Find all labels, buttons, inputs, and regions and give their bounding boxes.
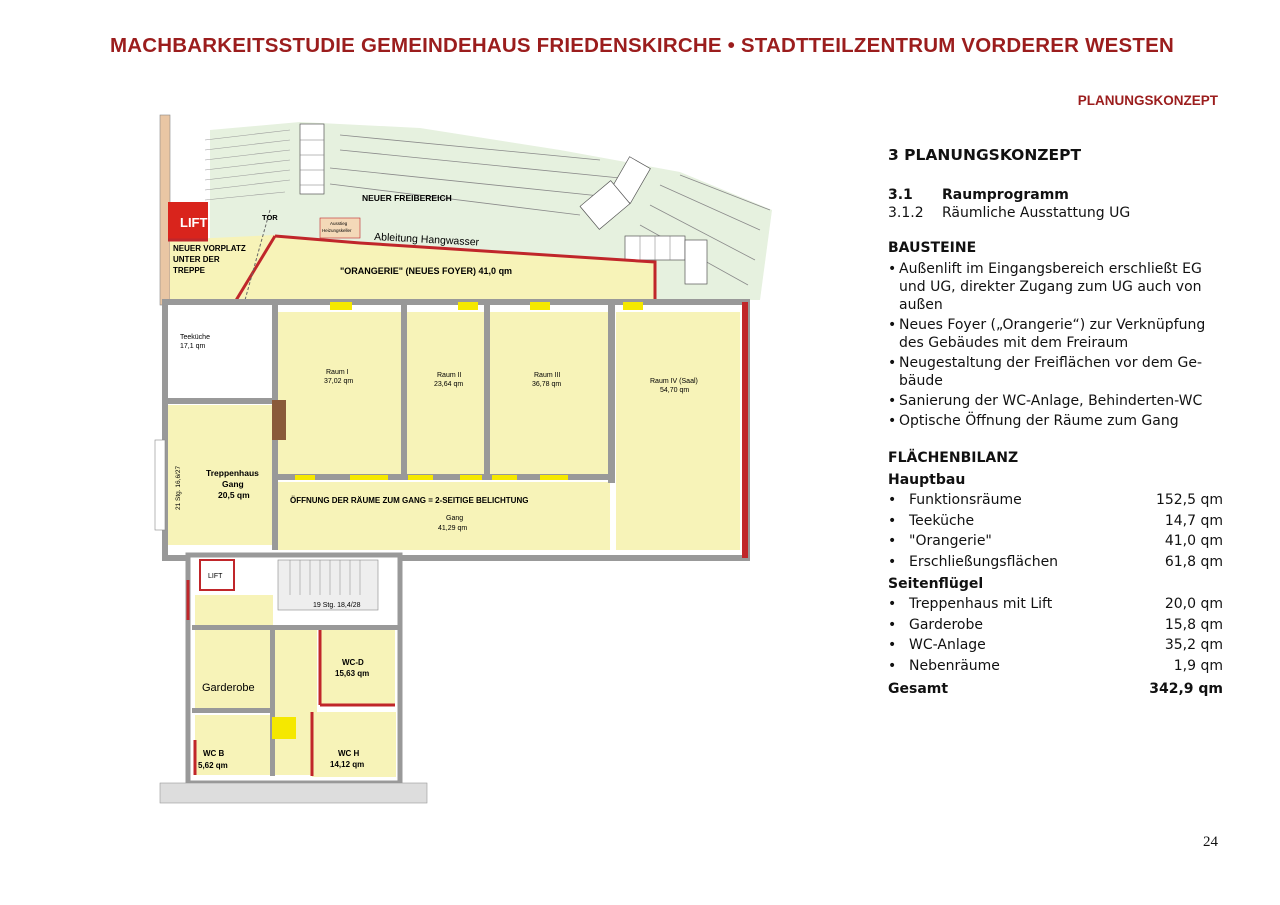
bausteine-list: [888, 260, 1228, 430]
floor-plan: [150, 110, 780, 810]
orangerie-label: "ORANGERIE" (NEUES FOYER) 41,0 qm: [340, 266, 513, 276]
list-item: • Neues Foyer („Orangerie“) zur Verknüpfung des Gebäudes mit dem Freiraum: [888, 316, 1228, 352]
stg-right-label: 19 Stg. 18,4/28: [313, 602, 361, 609]
row-label: Erschließungsflächen: [909, 553, 1059, 570]
raum4-area: 54,70 qm: [660, 387, 690, 394]
row-label: Funktionsräume: [909, 492, 1022, 508]
treppenhaus-label-2: Gang: [222, 479, 244, 489]
row-value: 20,0 qm: [1164, 596, 1223, 612]
row-value: 152,5 qm: [1155, 492, 1223, 508]
tor-label: TOR: [262, 213, 278, 222]
wcb-label: WC B: [203, 749, 225, 758]
total-row: [888, 679, 1228, 699]
page-title: MACHBARKEITSSTUDIE GEMEINDEHAUS FRIEDENSKIRCHE • STADTTEILZENTRUM VORDERER WESTEN: [110, 34, 1174, 57]
treppenhaus-label-1: Treppenhaus: [206, 468, 259, 478]
row-label: Garderobe: [909, 616, 983, 633]
row-label: WC-Anlage: [909, 637, 986, 653]
ausstattung-row: [888, 204, 1228, 222]
table-row: • Garderobe 15,8 qm: [888, 615, 1228, 636]
rp2-label: Räumliche Ausstattung UG: [942, 205, 1131, 221]
raum4-label: Raum IV (Saal): [650, 378, 698, 385]
wcd-label: WC-D: [342, 658, 364, 667]
table-row: • Teeküche 14,7 qm: [888, 511, 1228, 532]
raum1-area: 37,02 qm: [324, 378, 354, 385]
gang-area: 41,29 qm: [438, 525, 468, 532]
vorplatz-label-2: UNTER DER: [173, 255, 220, 264]
stg-left-label: 21 Stg. 16,6/27: [175, 465, 182, 510]
seitenfluegel-title: Seitenflügel: [888, 576, 984, 592]
total-value: 342,9 qm: [1149, 681, 1223, 697]
hauptbau-title: Hauptbau: [888, 472, 966, 488]
row-value: 14,7 qm: [1164, 512, 1223, 529]
oeffnung-label: ÖFFNUNG DER RÄUME ZUM GANG = 2-SEITIGE BELICHTUNG: [290, 496, 529, 505]
wch-area: 14,12 qm: [330, 760, 365, 769]
table-row: • "Orangerie" 41,0 qm: [888, 531, 1228, 552]
teekueche-label-2: 17,1 qm: [180, 343, 206, 350]
total-label: Gesamt: [888, 681, 949, 697]
row-value: 1,9 qm: [1173, 657, 1223, 674]
lift-small-label: LIFT: [208, 573, 223, 580]
rp1-label: Raumprogramm: [942, 187, 1069, 203]
teekueche-label-1: Teeküche: [180, 334, 210, 341]
table-row: • Erschließungsflächen 61,8 qm: [888, 552, 1228, 573]
freibereich-label: NEUER FREIBEREICH: [362, 193, 452, 203]
table-row: • Nebenräume 1,9 qm: [888, 656, 1228, 677]
row-label: Treppenhaus mit Lift: [909, 596, 1053, 612]
section-title: 3 PLANUNGSKONZEPT: [888, 146, 1082, 164]
table-row: • WC-Anlage 35,2 qm: [888, 635, 1228, 656]
list-item: • Optische Öffnung der Räume zum Gang: [888, 412, 1228, 430]
list-item: • Neugestaltung der Freiflächen vor dem Ge-bäude: [888, 354, 1228, 390]
flaechenbilanz-title: FLÄCHENBILANZ: [888, 450, 1019, 466]
row-value: 15,8 qm: [1164, 616, 1223, 633]
wch-label: WC H: [338, 749, 360, 758]
raum2-label: Raum II: [437, 372, 462, 379]
rp1-num: 3.1: [888, 187, 913, 203]
row-label: "Orangerie": [909, 533, 992, 549]
wcd-area: 15,63 qm: [335, 669, 370, 678]
raum2-area: 23,64 qm: [434, 381, 464, 388]
row-value: 35,2 qm: [1164, 637, 1223, 653]
page-number: 24: [1203, 834, 1218, 850]
row-label: Teeküche: [909, 512, 975, 529]
raum3-area: 36,78 qm: [532, 381, 562, 388]
table-row: • Funktionsräume 152,5 qm: [888, 490, 1228, 511]
row-value: 41,0 qm: [1164, 533, 1223, 549]
list-item: • Außenlift im Eingangsbereich erschließt EG und UG, direkter Zugang zum UG auch von außen: [888, 260, 1228, 314]
lift-label: LIFT: [180, 215, 208, 230]
ausstieg-label-2: Heizungskeller: [322, 228, 352, 233]
raum1-label: Raum I: [326, 369, 349, 376]
table-row: • Treppenhaus mit Lift 20,0 qm: [888, 594, 1228, 615]
wcb-area: 5,62 qm: [198, 761, 228, 770]
bausteine-title: BAUSTEINE: [888, 240, 977, 256]
text-panel: [888, 146, 1228, 699]
vorplatz-label-3: TREPPE: [173, 266, 206, 275]
garderobe-label: Garderobe: [202, 682, 255, 694]
ableitung-label: Ableitung Hangwasser: [373, 231, 480, 249]
row-value: 61,8 qm: [1164, 553, 1223, 570]
ausstieg-label-1: Ausstieg: [330, 221, 348, 226]
raum3-label: Raum III: [534, 372, 561, 379]
page-subtitle: PLANUNGSKONZEPT: [1077, 93, 1218, 108]
treppenhaus-label-3: 20,5 qm: [218, 490, 250, 500]
raumprogramm-row: [888, 186, 1228, 204]
row-label: Nebenräume: [909, 657, 1000, 674]
vorplatz-label-1: NEUER VORPLATZ: [173, 244, 246, 253]
gang-label: Gang: [446, 515, 464, 522]
list-item: • Sanierung der WC-Anlage, Behinderten-WC: [888, 392, 1228, 410]
rp2-num: 3.1.2: [888, 205, 924, 221]
